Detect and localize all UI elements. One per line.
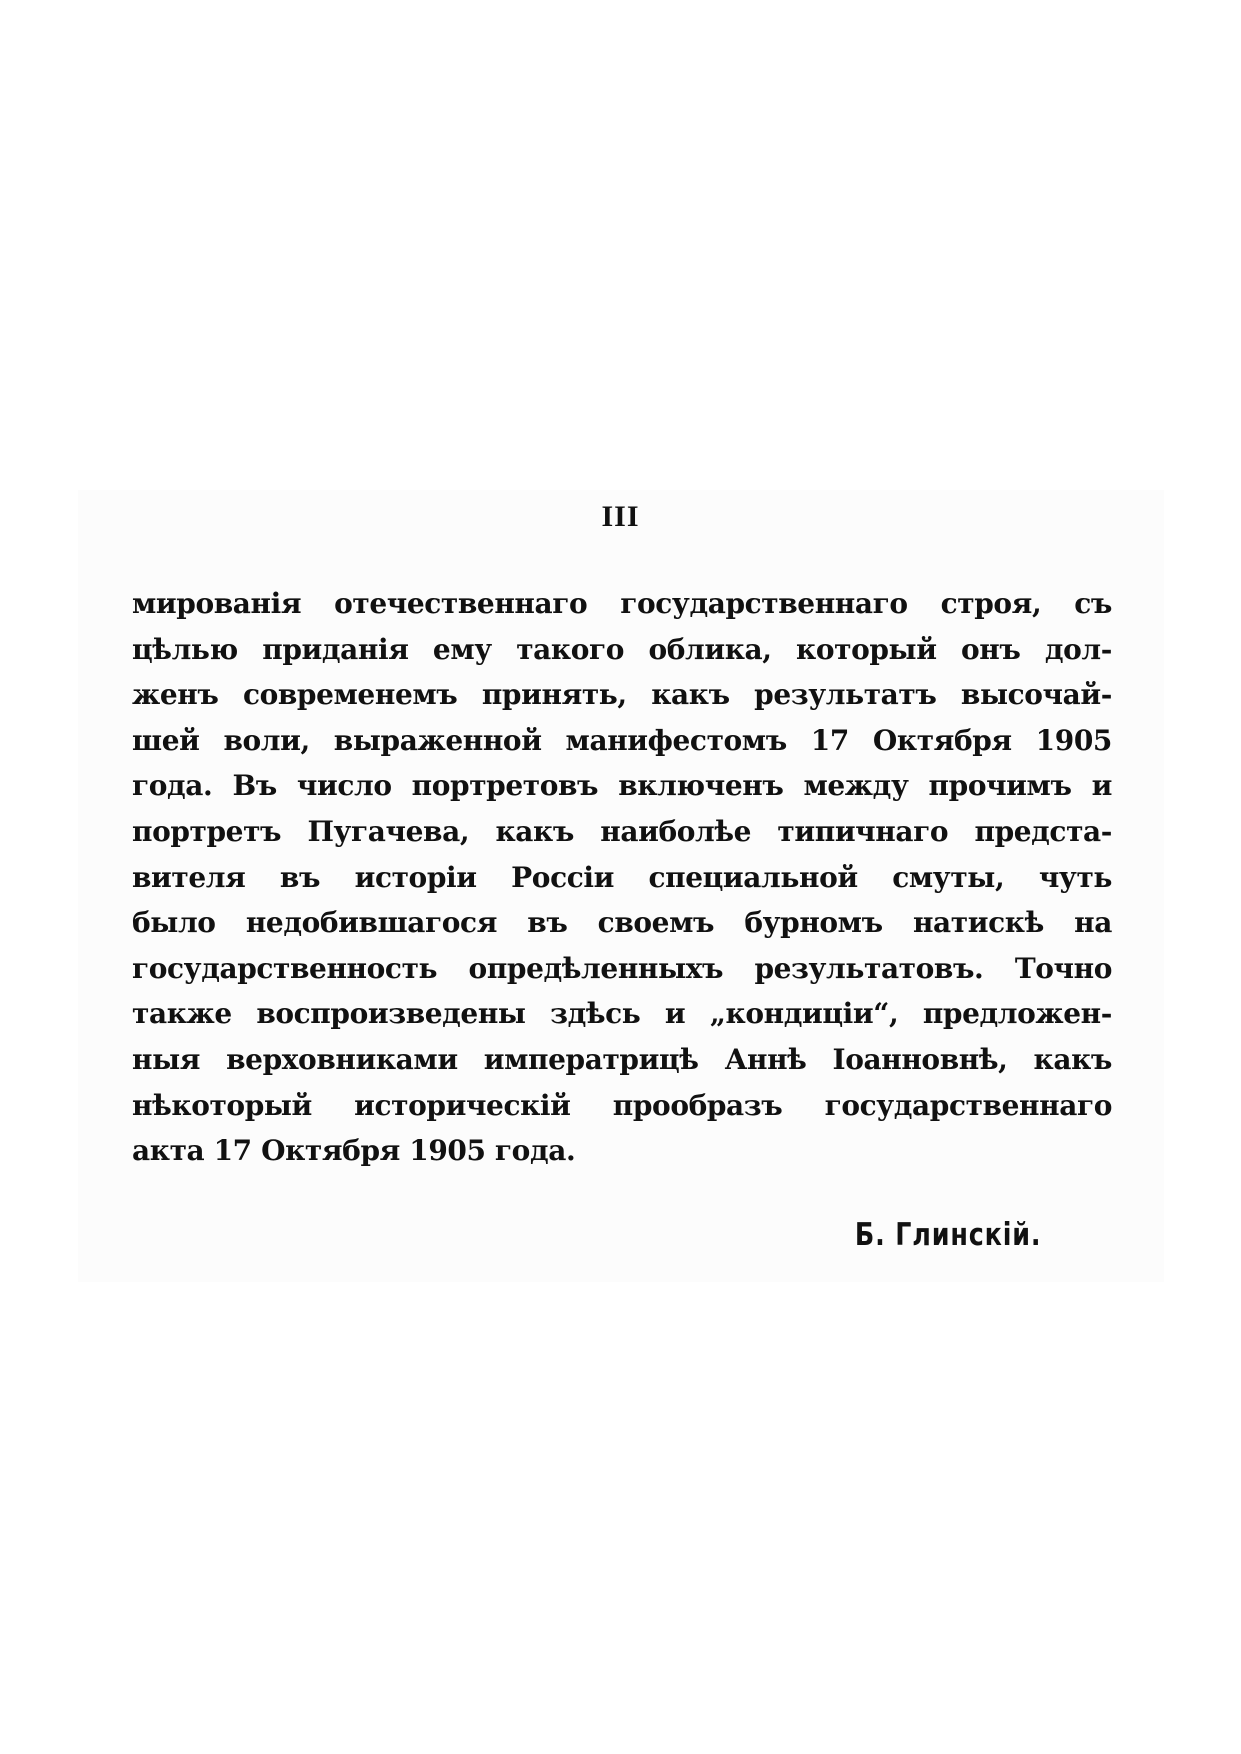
text-line: года. Въ число портретовъ включенъ между прочимъ и [132,769,1112,803]
text-line: акта 17 Октября 1905 года. [132,1134,576,1168]
text-line: нѣкоторый историческій прообразъ государственнаго [132,1088,1112,1122]
text-line: портретъ Пугачева, какъ наиболѣе типичнаго предста- [132,814,1112,848]
text-line: было недобившагося въ своемъ бурномъ натискѣ на [132,906,1112,940]
page-number: III [601,500,640,533]
text-line: мированія отечественнаго государственнаго строя, съ [132,587,1112,620]
text-line: шей воли, выраженной манифестомъ 17 Октября 1905 [132,723,1112,757]
text-line: цѣлью приданія ему такого облика, который онъ дол- [132,632,1112,666]
text-line: вителя въ исторіи Россіи специальной смуты, чуть [132,860,1112,894]
text-line: ныя верховниками императрицѣ Аннѣ Іоанновнѣ, какъ [132,1042,1112,1076]
author-signature: Б. Глинскій. [854,1217,1041,1253]
text-line: женъ современемъ принять, какъ результатъ высочай- [132,678,1112,712]
body-paragraph [132,581,1112,1174]
text-line: также воспроизведены здѣсь и „кондиціи“, предложен- [132,997,1112,1031]
text-line: государственность опредѣленныхъ результатовъ. Точно [132,951,1112,985]
